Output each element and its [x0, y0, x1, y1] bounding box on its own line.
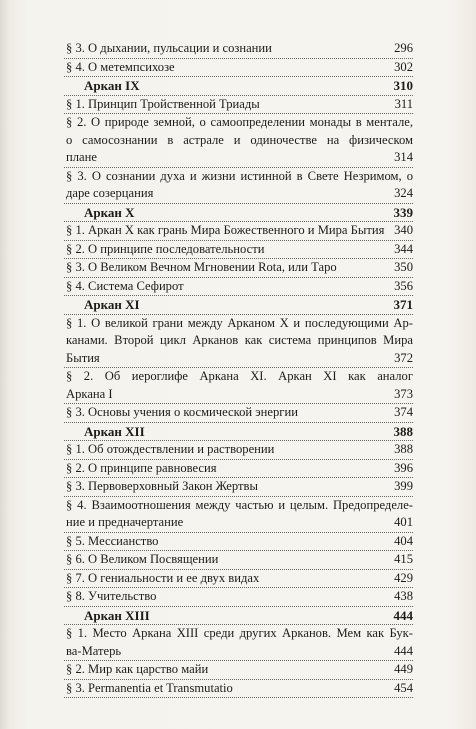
- section-heading: [64, 204, 413, 223]
- entry-last-line: [66, 149, 413, 167]
- entry-page-number: 374: [394, 405, 413, 419]
- entry-last-line: [66, 386, 413, 404]
- entry-page-number: 350: [394, 260, 413, 274]
- heading-page-number: 339: [393, 204, 413, 220]
- entry-page-number: 340: [394, 223, 413, 237]
- entry-title: § 3. Permanentia et Transmutatio: [66, 680, 233, 695]
- entry-title-line: Аркана I: [66, 386, 113, 401]
- entry-title-line: о самосознании в астрале и одиночестве на физическом: [66, 132, 413, 147]
- entry-page-number: 324: [394, 186, 413, 200]
- entry-page-number: 401: [394, 515, 413, 529]
- toc-entry: [64, 441, 413, 460]
- entry-page-number: 429: [394, 570, 413, 585]
- section-heading: [64, 77, 413, 96]
- entry-title-line: канами. Второй цикл Арканов как система принципов Мира: [66, 333, 413, 347]
- heading-title: Аркан X: [84, 204, 135, 220]
- heading-title: Аркан XIII: [84, 607, 150, 623]
- entry-page-number: 356: [394, 278, 413, 293]
- toc-entry: [64, 40, 413, 59]
- entry-page-number: 302: [394, 59, 413, 74]
- entry-title: § 3. О дыхании, пульсации и сознании: [66, 41, 272, 55]
- toc-entry: [64, 96, 413, 115]
- toc-entry: [64, 551, 413, 570]
- entry-page-number: 415: [394, 552, 413, 566]
- entry-page-number: 388: [394, 442, 413, 456]
- entry-title-line: § 1. Место Аркана XIII среди других Арканов. Мем как Бук-: [66, 626, 413, 640]
- entry-title: § 2. О принципе последовательности: [66, 241, 265, 256]
- heading-title: Аркан XI: [84, 297, 140, 312]
- entry-last-line: [66, 514, 413, 532]
- toc-entry: [64, 368, 413, 404]
- entry-last-line: [66, 350, 413, 368]
- toc-entry: [64, 404, 413, 423]
- entry-title-line: § 4. Взаимоотношения между частью и целым. Предопределе-: [66, 497, 413, 512]
- entry-title: § 8. Учительство: [66, 589, 157, 603]
- entry-title: § 6. О Великом Посвящении: [66, 552, 219, 566]
- entry-last-line: [66, 643, 413, 661]
- toc-entry: [64, 661, 413, 680]
- entry-page-number: 449: [394, 662, 413, 676]
- entry-page-number: 404: [394, 533, 413, 548]
- entry-title: § 2. Мир как царство майи: [66, 662, 209, 676]
- toc-entry: [64, 588, 413, 607]
- heading-page-number: 444: [393, 607, 413, 623]
- entry-title: § 7. О гениальности и ее двух видах: [66, 570, 260, 585]
- entry-page-number: 396: [394, 460, 413, 475]
- section-heading: [64, 423, 413, 442]
- entry-title: § 3. Основы учения о космической энергии: [66, 405, 298, 419]
- toc-entry: [64, 222, 413, 241]
- entry-title-line: § 2. О природе земной, о самоопределении монады в ментале,: [66, 115, 413, 129]
- toc-entry: [64, 315, 413, 369]
- section-heading: [64, 296, 413, 315]
- heading-page-number: 371: [393, 297, 413, 312]
- entry-title: § 1. Об отождествлении и растворении: [66, 442, 275, 456]
- entry-title-line: § 2. Об иероглифе Аркана XI. Аркан XI как аналог: [66, 369, 413, 383]
- toc-entry: [64, 278, 413, 297]
- toc-entry: [64, 625, 413, 661]
- toc-entry: [64, 168, 413, 204]
- entry-title-line: ва-Матерь: [66, 643, 122, 658]
- toc-entry: [64, 533, 413, 552]
- entry-page-number: 344: [394, 241, 413, 256]
- entry-title: § 4. О метемпсихозе: [66, 59, 175, 74]
- toc-entry: [64, 497, 413, 533]
- toc-entry: [64, 259, 413, 278]
- toc-entry: [64, 59, 413, 78]
- entry-page-number: 438: [394, 589, 413, 603]
- entry-page-number: 399: [394, 479, 413, 493]
- heading-page-number: 388: [393, 423, 413, 439]
- heading-title: Аркан XII: [84, 423, 145, 439]
- entry-title: § 1. Принцип Тройственной Триады: [66, 96, 260, 111]
- entry-title: § 3. Первоверховный Закон Жертвы: [66, 479, 258, 493]
- entry-title-line: § 1. О великой грани между Арканом X и последующими Ар-: [66, 315, 413, 330]
- entry-page-number: 296: [394, 41, 413, 55]
- entry-title: § 5. Мессианство: [66, 533, 159, 548]
- entry-title-line: Бытия: [66, 350, 100, 365]
- entry-page-number: 372: [394, 350, 413, 365]
- toc-entry: [64, 114, 413, 168]
- entry-page-number: 454: [394, 680, 413, 695]
- entry-title: § 2. О принципе равновесия: [66, 460, 217, 475]
- entry-page-number: 373: [394, 386, 413, 401]
- entry-page-number: 311: [394, 96, 413, 111]
- spine-shadow: [0, 0, 10, 729]
- entry-title: § 4. Система Сефирот: [66, 278, 184, 293]
- table-of-contents: [64, 40, 413, 698]
- entry-title: § 3. О Великом Вечном Мгновении Rota, или Таро: [66, 260, 337, 274]
- entry-title-line: даре созерцания: [66, 186, 154, 200]
- toc-entry: [64, 478, 413, 497]
- heading-page-number: 310: [393, 78, 413, 93]
- toc-entry: [64, 570, 413, 589]
- entry-title: § 1. Аркан X как грань Мира Божественного и Мира Бытия: [66, 223, 385, 237]
- toc-entry: [64, 241, 413, 260]
- entry-title-line: плане: [66, 150, 97, 164]
- entry-page-number: 444: [394, 643, 413, 658]
- entry-title-line: § 3. О сознании духа и жизни истинной в Свете Незримом, о: [66, 168, 413, 183]
- entry-page-number: 314: [394, 150, 413, 164]
- toc-entry: [64, 460, 413, 479]
- toc-entry: [64, 680, 413, 699]
- entry-title-line: ние и предначертание: [66, 515, 184, 529]
- section-heading: [64, 607, 413, 626]
- heading-title: Аркан IX: [84, 78, 140, 93]
- entry-last-line: [66, 185, 413, 203]
